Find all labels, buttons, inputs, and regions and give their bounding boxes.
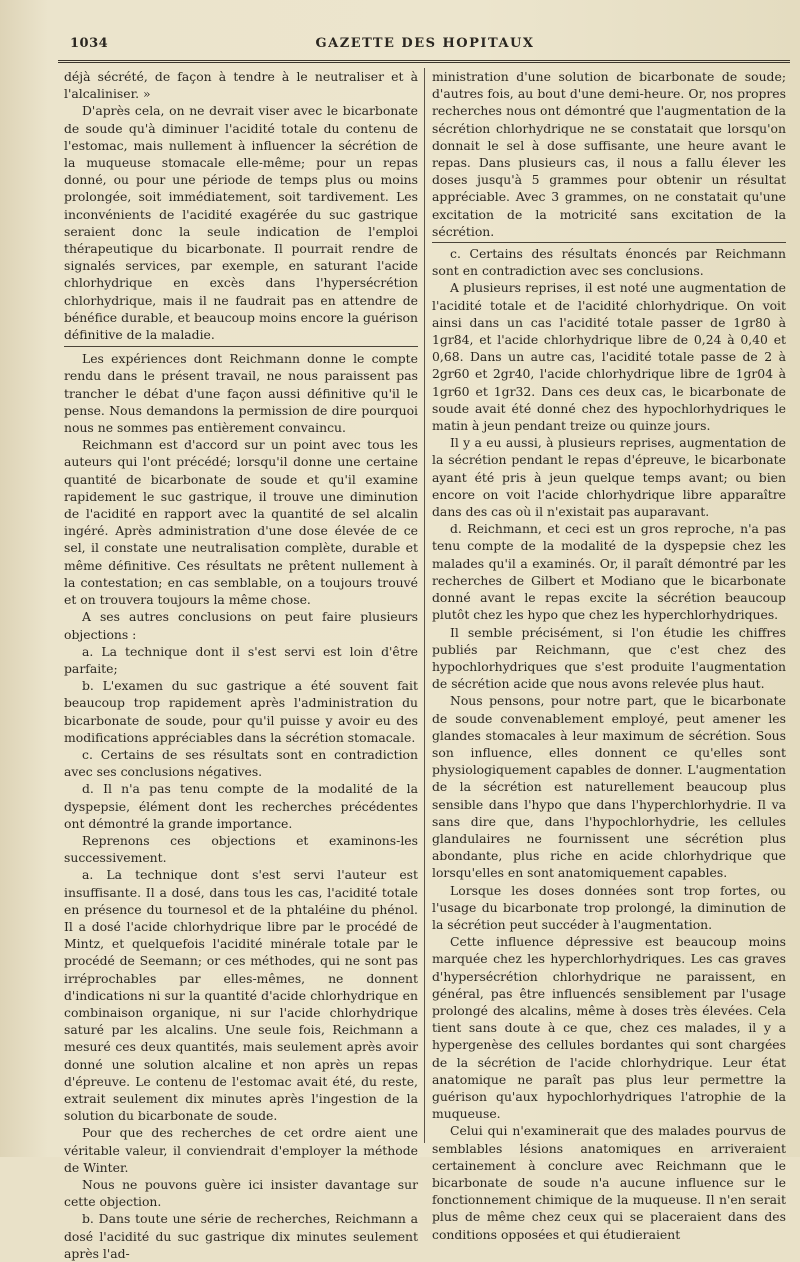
paragraph: ministration d'une solution de bicarbonate de soude; d'autres fois, au bout d'une demi-heure. Or, nos propres recherches nous ont démontré que l'augmentation de la sécrétion chlorhydrique ne se constatait que lorsqu'on donnait le sel à dose suffisante, une heure avant le repas. Dans plusieurs cas, il nous a fallu élever les doses jusqu'à 5 grammes pour obtenir un résultat appréciable. Avec 3 grammes, on ne constatait qu'une excitation de la motricité sans excitation de la sécrétion. (432, 69, 786, 239)
section-divider (432, 242, 786, 243)
paragraph: d. Reichmann, et ceci est un gros reproche, n'a pas tenu compte de la modalité de la dyspepsie chez les malades qu'il a examinés. Or, il paraît démontré par les recherches de Gilbert et Modiano que le bicarbonate donné avant le repas excite la sécrétion beaucoup plutôt chez les hypo que chez les hyperchlorhydriques. (432, 521, 786, 623)
paragraph: Il semble précisément, si l'on étudie les chiffres publiés par Reichmann, que c'est chez des hypochlorhydriques que s'est produite l'augmentation de sécrétion acide que nous avons relevée plus haut. (432, 624, 786, 692)
article-columns (60, 68, 790, 1261)
paragraph: b. Dans toute une série de recherches, Reichmann a dosé l'acidité du suc gastrique dix minutes seulement après l'ad- (64, 1211, 418, 1261)
paragraph: a. La technique dont il s'est servi est loin d'être parfaite; (64, 643, 418, 676)
paragraph: Reichmann est d'accord sur un point avec tous les auteurs qui l'ont précédé; lorsqu'il donne une certaine quantité de bicarbonate de soude et qu'il examine rapidement le suc gastrique, il trouve une diminution de l'acidité en rapport avec la quantité de sel alcalin ingéré. Après administration d'une dose élevée de ce sel, il constate une neutralisation complète, durable et même définitive. Ces résultats ne prêtent nullement à la contestation; en cas semblable, on a toujours trouvé et on trouvera toujours la même chose. (64, 437, 418, 608)
paragraph: Cette influence dépressive est beaucoup moins marquée chez les hyperchlorhydriques. Les cas graves d'hypersécrétion chlorhydrique ne paraissent, en général, pas être influencés sensiblement par l'usage prolongé des alcalins, même à doses très élevées. Cela tient sans doute à ce que, chez ces malades, il y a hypergenèse des cellules bordantes qui sont chargées de la sécrétion de l'acide chlorhydrique. Leur état anatomique ne paraît pas plus leur permettre la guérison qu'aux hypochlorhydriques l'atrophie de la muqueuse. (432, 934, 786, 1122)
paragraph: Lorsque les doses données sont trop fortes, ou l'usage du bicarbonate trop prolongé, la diminution de la sécrétion peut succéder à l'augmentation. (432, 882, 786, 932)
paragraph: Il y a eu aussi, à plusieurs reprises, augmentation de la sécrétion pendant le repas d'épreuve, le bicarbonate ayant été pris à jeun quelque temps avant; ou bien encore on voit l'acide chlorhydrique libre apparaître dans des cas où il n'existait pas auparavant. (432, 435, 786, 520)
left-column (64, 68, 418, 1261)
header-rule (58, 60, 790, 63)
paragraph: d. Il n'a pas tenu compte de la modalité de la dyspepsie, élément dont les recherches précédentes ont démontré la grande importance. (64, 781, 418, 831)
paragraph: D'après cela, on ne devrait viser avec le bicarbonate de soude qu'à diminuer l'acidité totale du contenu de l'estomac, mais nullement à influencer la sécrétion de la muqueuse stomacale elle-même; pour un repas donné, ou pour une période de temps plus ou moins prolongée, soit immédiatement, soit tardivement. Les inconvénients de l'acidité exagérée du suc gastrique seraient donc la seule indication de l'emploi thérapeutique du bicarbonate. Il pourrait rendre de signalés services, par exemple, en saturant l'acide chlorhydrique en excès dans l'hypersécrétion chlorhydrique, mais il ne faudrait pas en attendre de bénéfice durable, et beaucoup moins encore la guérison définitive de la maladie. (64, 103, 418, 343)
paragraph: A ses autres conclusions on peut faire plusieurs objections : (64, 609, 418, 642)
paragraph: c. Certains de ses résultats sont en contradiction avec ses conclusions négatives. (64, 746, 418, 780)
right-column (432, 68, 786, 1242)
paragraph: A plusieurs reprises, il est noté une augmentation de l'acidité totale et de l'acidité chlorhydrique. On voit ainsi dans un cas l'acidité totale passer de 1gr80 à 1gr84, et l'acide chlorhydrique libre de 0,24 à 0,40 et 0,68. Dans un autre cas, l'acidité totale passe de 2 à 2gr60 et 2gr40, l'acide chlorhydrique libre de 1gr04 à 1gr60 et 1gr32. Dans ces deux cas, le bicarbonate de soude avait été donné chez des hypochlorhydriques le matin à jeun pendant treize ou quinze jours. (432, 280, 786, 434)
paragraph: Les expériences dont Reichmann donne le compte rendu dans le présent travail, ne nous paraissent pas trancher le débat d'une façon aussi définitive qu'il le pense. Nous demandons la permission de dire pourquoi nous ne sommes pas entièrement convaincu. (64, 351, 418, 436)
paragraph: Reprenons ces objections et examinons-les successivement. (64, 832, 418, 866)
journal-title: GAZETTE DES HOPITAUX (315, 36, 535, 51)
paragraph: Celui qui n'examinerait que des malades pourvus de semblables lésions anatomiques en arriveraient certainement à conclure avec Reichmann que le bicarbonate de soude n'a aucune influence sur le fonctionnement chimique de la muqueuse. Il n'en serait plus de même chez ceux qui se placeraient dans des conditions opposées et qui étudieraient (432, 1123, 786, 1242)
column-divider (424, 68, 425, 1143)
paragraph: déjà sécrété, de façon à tendre à le neutraliser et à l'alcaliniser. » (64, 69, 418, 102)
page-header (60, 32, 790, 58)
paragraph: c. Certains des résultats énoncés par Reichmann sont en contradiction avec ses conclusions. (432, 246, 786, 279)
section-divider (64, 346, 418, 347)
paragraph: Nous ne pouvons guère ici insister davantage sur cette objection. (64, 1177, 418, 1210)
paragraph: a. La technique dont s'est servi l'auteur est insuffisante. Il a dosé, dans tous les cas, l'acidité totale en présence du tournesol et de la phtaléine du phénol. Il a dosé l'acide chlorhydrique libre par le procédé de Mintz, et quelquefois l'acidité minérale totale par le procédé de Seemann; or ces méthodes, qui ne sont pas irréprochables par elles-mêmes, ne donnent d'indications ni sur la quantité d'acide chlorhydrique en combinaison organique, ni sur l'acide chlorhydrique saturé par les alcalins. Une seule fois, Reichmann a mesuré ces deux quantités, mais seulement après avoir donné une solution alcaline et non après un repas d'épreuve. Le contenu de l'estomac avait été, du reste, extrait seulement dix minutes après l'ingestion de la solution du bicarbonate de soude. (64, 867, 418, 1124)
paragraph: Pour que des recherches de cet ordre aient une véritable valeur, il conviendrait d'employer la méthode de Winter. (64, 1125, 418, 1175)
page-number: 1034 (70, 36, 109, 51)
paragraph: b. L'examen du suc gastrique a été souvent fait beaucoup trop rapidement après l'administration du bicarbonate de soude, pour qu'il puisse y avoir eu des modifications appréciables dans la sécrétion stomacale. (64, 678, 418, 745)
paragraph: Nous pensons, pour notre part, que le bicarbonate de soude convenablement employé, peut amener les glandes stomacales à leur maximum de sécrétion. Sous son influence, elles donnent ce qu'elles sont physiologiquement capables de donner. L'augmentation de la sécrétion est naturellement beaucoup plus sensible dans l'hypo que dans l'hyperchlorhydrie. Il va sans dire que, dans l'hypochlorhydrie, les cellules glandulaires ne fournissent une sécrétion plus abondante, plus riche en acide chlorhydrique que lorsqu'elles en sont anatomiquement capables. (432, 693, 786, 881)
